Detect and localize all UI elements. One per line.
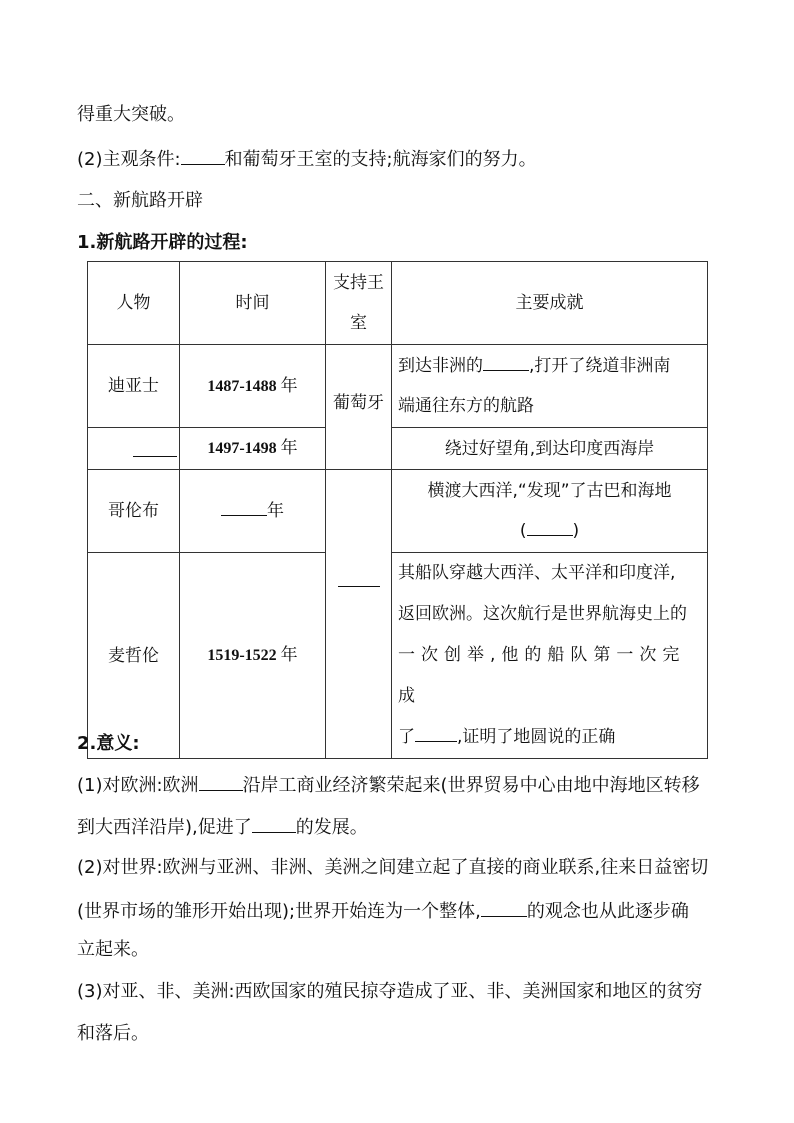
subjective-conditions	[77, 146, 537, 172]
blank[interactable]	[133, 438, 177, 457]
text: 年	[280, 438, 298, 458]
person-dias: 迪亚士	[88, 345, 180, 428]
text: 支持王	[333, 273, 384, 293]
text-line: 得重大突破。	[77, 104, 185, 125]
text: 的发展。	[295, 817, 368, 838]
text: 和葡萄牙王室的支持;航海家们的努力。	[224, 149, 537, 170]
royal-portugal: 葡萄牙	[326, 345, 392, 470]
text: 1497-1498	[207, 440, 277, 457]
text: 年	[267, 501, 284, 521]
text: 返回欧洲。这次航行是世界航海史上的	[398, 604, 687, 624]
ach-magellan	[392, 553, 708, 759]
person-gama	[88, 428, 180, 470]
blank[interactable]	[221, 497, 267, 516]
ach-dias	[392, 345, 708, 428]
significance-world-cont	[77, 898, 689, 924]
royal-spain-blank	[326, 470, 392, 759]
blank[interactable]	[199, 772, 243, 791]
text: 端通往东方的航路	[398, 396, 534, 416]
blank[interactable]	[483, 352, 529, 371]
significance-world-end: 立起来。	[77, 939, 149, 960]
significance-others-cont: 和落后。	[77, 1023, 149, 1044]
ach-gama: 绕过好望角,到达印度西海岸	[392, 428, 708, 470]
text: (2)主观条件:	[77, 149, 181, 170]
text: 的观念也从此逐步确	[526, 901, 689, 922]
significance-others: (3)对亚、非、美洲:西欧国家的殖民掠夺造成了亚、非、美洲国家和地区的贫穷	[77, 981, 703, 1002]
header-person: 人物	[88, 262, 180, 345]
text: 1519-1522	[207, 647, 277, 664]
table-row	[88, 470, 708, 553]
text: 1487-1488	[207, 377, 277, 395]
text: (	[519, 521, 527, 541]
text: 室	[350, 313, 367, 333]
header-royal	[326, 262, 392, 345]
voyage-table	[87, 261, 708, 759]
text: 了	[398, 727, 415, 747]
header-achievement: 主要成就	[392, 262, 708, 345]
text: ,证明了地圆说的正确	[457, 727, 616, 747]
text: 横渡大西洋,“发现”了古巴和海地	[427, 481, 672, 501]
sub-title: 1.新航路开辟的过程:	[77, 232, 248, 253]
text: 年	[280, 375, 298, 396]
text: 到达非洲的	[398, 356, 483, 376]
year-dias	[180, 345, 326, 428]
year-columbus	[180, 470, 326, 553]
blank[interactable]	[252, 814, 296, 833]
significance-europe	[77, 772, 700, 798]
header-time: 时间	[180, 262, 326, 345]
significance-world: (2)对世界:欧洲与亚洲、非洲、美洲之间建立起了直接的商业联系,往来日益密切	[77, 857, 709, 878]
text: ,打开了绕道非洲南	[529, 356, 671, 376]
year-magellan	[180, 553, 326, 759]
significance-title: 2.意义:	[77, 733, 140, 754]
text: 沿岸工商业经济繁荣起来(世界贸易中心由地中海地区转移	[242, 775, 700, 796]
table-header-row	[88, 262, 708, 345]
blank[interactable]	[415, 723, 457, 742]
year-gama	[180, 428, 326, 470]
text: )	[572, 521, 580, 541]
text: 到大西洋沿岸),促进了	[77, 817, 252, 838]
significance-europe-cont	[77, 814, 368, 840]
blank[interactable]	[338, 568, 380, 587]
person-magellan: 麦哲伦	[88, 553, 180, 759]
text: 年	[280, 645, 298, 665]
text: (1)对欧洲:欧洲	[77, 775, 199, 796]
blank[interactable]	[181, 146, 225, 165]
text: 其船队穿越大西洋、太平洋和印度洋,	[398, 563, 676, 583]
table-row	[88, 428, 708, 470]
table-row	[88, 345, 708, 428]
section-title: 二、新航路开辟	[77, 190, 203, 211]
ach-columbus	[392, 470, 708, 553]
table-row	[88, 553, 708, 759]
blank[interactable]	[527, 517, 573, 536]
text: 一次创举,他的船队第一次完成	[398, 645, 686, 706]
blank[interactable]	[481, 898, 527, 917]
person-columbus: 哥伦布	[88, 470, 180, 553]
text: (世界市场的雏形开始出现);世界开始连为一个整体,	[77, 901, 481, 922]
